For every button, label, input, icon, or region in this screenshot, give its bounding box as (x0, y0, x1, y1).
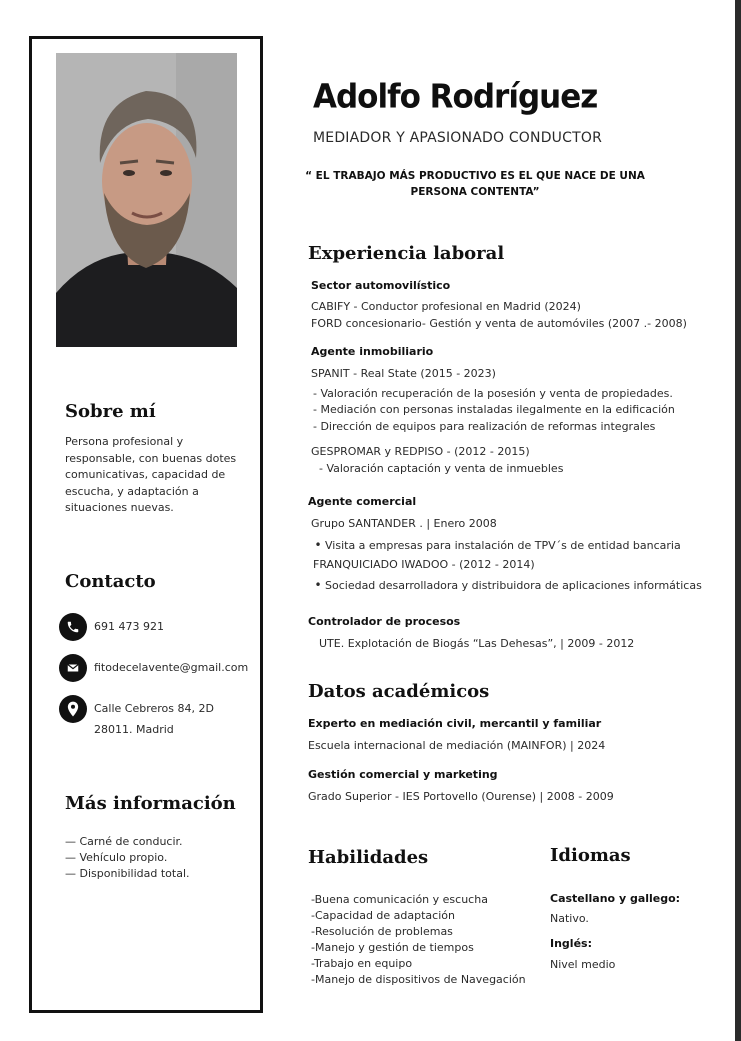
language-level: Nivel medio (550, 958, 616, 971)
commercial-title: Agente comercial (308, 495, 417, 508)
languages-title: Idiomas (550, 845, 631, 866)
experience-line: FRANQUICIADO IWADOO - (2012 - 2014) (313, 558, 535, 571)
more-info-list (65, 834, 190, 882)
language-level: Nativo. (550, 912, 589, 925)
experience-title: Experiencia laboral (308, 243, 505, 264)
controller-title: Controlador de procesos (308, 615, 461, 628)
mail-icon (59, 654, 87, 682)
sector-title: Sector automovilístico (311, 279, 451, 292)
skills-title: Habilidades (308, 847, 429, 868)
more-info-item: — Disponibilidad total. (65, 867, 190, 880)
contact-title: Contacto (65, 571, 156, 592)
about-text: Persona profesional y responsable, con buenas dotes comunicativas, capacidad de escucha, y adaptación a situaciones nuevas. (65, 435, 237, 514)
education-item-title: Gestión comercial y marketing (308, 768, 498, 781)
skill-item: -Trabajo en equipo (311, 957, 413, 970)
quote: “ EL TRABAJO MÁS PRODUCTIVO ES EL QUE NACE DE UNA PERSONA CONTENTA” (305, 170, 645, 198)
experience-line: FORD concesionario- Gestión y venta de automóviles (2007 .- 2008) (311, 317, 687, 330)
candidate-name: Adolfo Rodríguez (313, 78, 598, 116)
education-item-line: Grado Superior - IES Portovello (Ourense) | 2008 - 2009 (308, 790, 614, 803)
page-edge-bar (735, 0, 741, 1041)
phone-number: 691 473 921 (94, 620, 164, 633)
contact-email (59, 654, 248, 682)
language-name: Castellano y gallego: (550, 892, 681, 905)
about-title: Sobre mí (65, 401, 156, 422)
skill-item: -Capacidad de adaptación (311, 909, 455, 922)
experience-line: GESPROMAR y REDPISO - (2012 - 2015) (311, 445, 530, 458)
skill-item: -Manejo y gestión de tiempos (311, 941, 474, 954)
education-item-line: Escuela internacional de mediación (MAINFOR) | 2024 (308, 739, 606, 752)
experience-line: - Dirección de equipos para realización de reformas integrales (313, 420, 656, 433)
experience-line: - Mediación con personas instaladas ilegalmente en la edificación (313, 403, 675, 416)
address-line-2: 28011. Madrid (94, 723, 174, 736)
language-name: Inglés: (550, 937, 592, 950)
more-info-item: — Carné de conducir. (65, 835, 183, 848)
more-info-item: — Vehículo propio. (65, 851, 168, 864)
skill-item: -Buena comunicación y escucha (311, 893, 488, 906)
agent-title: Agente inmobiliario (311, 345, 434, 358)
experience-line: - Valoración recuperación de la posesión y venta de propiedades. (313, 387, 673, 400)
experience-line: - Valoración captación y venta de inmuebles (319, 462, 564, 475)
experience-line: Grupo SANTANDER . | Enero 2008 (311, 517, 497, 530)
experience-line: • Sociedad desarrolladora y distribuidora de aplicaciones informáticas (311, 578, 702, 592)
address-line-1: Calle Cebreros 84, 2D (94, 702, 214, 715)
location-pin-icon (59, 695, 87, 723)
email-address: fitodecelavente@gmail.com (94, 661, 249, 674)
candidate-role: MEDIADOR Y APASIONADO CONDUCTOR (313, 130, 602, 146)
education-title: Datos académicos (308, 681, 490, 702)
profile-photo (56, 53, 237, 347)
skill-item: -Resolución de problemas (311, 925, 453, 938)
experience-line: UTE. Explotación de Biogás “Las Dehesas”, | 2009 - 2012 (319, 637, 635, 650)
sidebar (29, 36, 263, 1013)
experience-line: SPANIT - Real State (2015 - 2023) (311, 367, 496, 380)
education-item-title: Experto en mediación civil, mercantil y familiar (308, 717, 602, 730)
address (94, 695, 214, 740)
skill-item: -Manejo de dispositivos de Navegación (311, 973, 526, 986)
experience-line: CABIFY - Conductor profesional en Madrid (2024) (311, 300, 581, 313)
contact-phone (59, 613, 164, 641)
skills-list (311, 892, 526, 988)
phone-icon (59, 613, 87, 641)
contact-address (59, 695, 214, 740)
more-info-title: Más información (65, 793, 236, 814)
experience-line: • Visita a empresas para instalación de TPV´s de entidad bancaria (311, 538, 681, 552)
